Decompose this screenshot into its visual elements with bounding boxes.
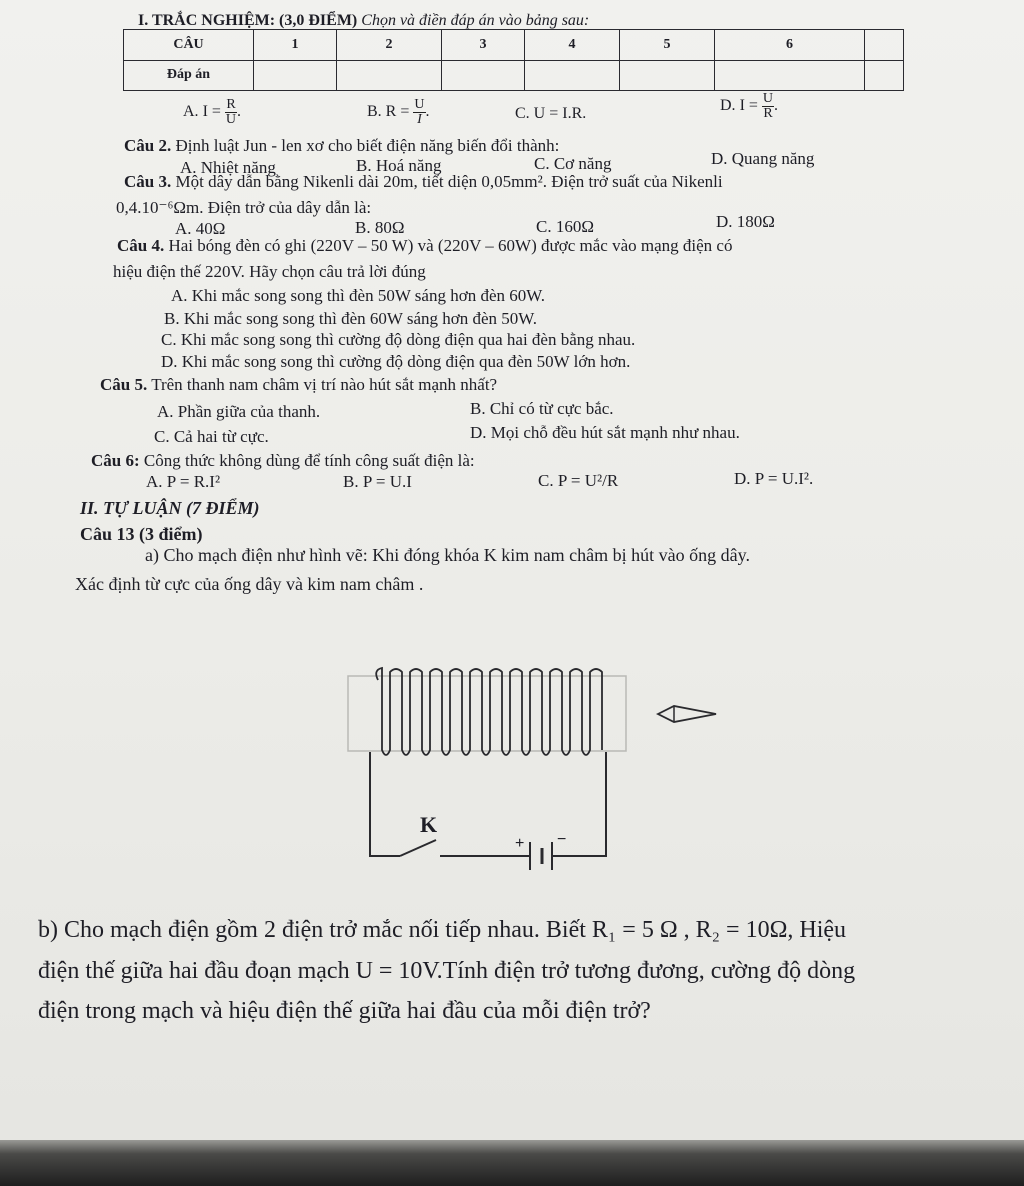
answer-table-col-6: 6 (715, 30, 865, 61)
answer-cell-5[interactable] (620, 60, 715, 91)
q4-option-d: D. Khi mắc song song thì cường độ dòng điện qua đèn 50W lớn hơn. (161, 352, 631, 371)
q2-option-d: D. Quang năng (711, 149, 815, 168)
answer-table-answer-label: Đáp án (124, 60, 254, 91)
battery-plus-sign: + (515, 835, 525, 852)
q5-text: Trên thanh nam châm vị trí nào hút sắt mạnh nhất? (151, 375, 498, 394)
q4-option-c: C. Khi mắc song song thì cường độ dòng điện qua hai đèn bằng nhau. (161, 330, 636, 349)
part1-heading-bold: I. TRẮC NGHIỆM: (3,0 ĐIỂM) (138, 12, 358, 29)
answer-table (123, 29, 904, 91)
part1-heading (138, 12, 589, 30)
q3-stem-line2: 0,4.10⁻⁶Ωm. Điện trở của dây dẫn là: (116, 198, 372, 217)
q1-option-a: A. I = $\frac{R}{U}$ . (183, 97, 242, 127)
q2-stem (124, 136, 559, 156)
answer-cell-4[interactable] (525, 60, 620, 91)
q13-a-line2: Xác định từ cực của ống dây và kim nam châm . (75, 574, 424, 594)
q3-option-a: A. 40Ω (175, 219, 226, 238)
q13-b-line3: điện trong mạch và hiệu điện thế giữa hai đầu của mỗi điện trở? (38, 998, 651, 1024)
q6-option-b: B. P = U.I (343, 472, 412, 491)
q4-option-a: A. Khi mắc song song thì đèn 50W sáng hơn đèn 60W. (171, 286, 545, 305)
circuit-wire-left (370, 752, 400, 856)
q13-b-line1: b) Cho mạch điện gồm 2 điện trở mắc nối tiếp nhau. Biết R₁ = 5 Ω , R₂ = 10Ω, Hiệu (38, 917, 847, 943)
q2-text: Định luật Jun - len xơ cho biết điện năng biến đổi thành: (175, 136, 560, 155)
compass-needle-icon (658, 706, 716, 722)
solenoid-coil (376, 668, 602, 755)
q4-option-b: B. Khi mắc song song thì đèn 60W sáng hơn đèn 50W. (164, 309, 538, 328)
q3-stem-line1 (124, 172, 723, 192)
q3-text-line1: Một dây dẫn bằng Nikenli dài 20m, tiết diện 0,05mm². Điện trở suất của Nikenli (175, 172, 723, 191)
battery-minus-sign: − (557, 831, 567, 848)
q5-option-a: A. Phần giữa của thanh. (157, 402, 321, 421)
q6-stem (91, 451, 475, 471)
answer-table-header: CÂU (124, 30, 254, 61)
answer-table-col-2: 2 (337, 30, 442, 61)
q4-text-line1: Hai bóng đèn có ghi (220V – 50 W) và (220V – 60W) được mắc vào mạng điện có (168, 236, 733, 255)
part1-heading-instruction: Chọn và điền đáp án vào bảng sau: (361, 12, 590, 29)
switch-label: K (420, 812, 438, 837)
q2-option-a: A. Nhiệt năng (180, 158, 276, 177)
answer-table-col-4: 4 (525, 30, 620, 61)
q6-option-c: C. P = U²/R (538, 471, 619, 490)
q2-label: Câu 2. (124, 136, 172, 155)
q3-option-b: B. 80Ω (355, 218, 405, 237)
q2-option-b: B. Hoá năng (356, 156, 442, 175)
switch-k[interactable] (400, 840, 436, 856)
fraction-u-over-r: $\frac{U}{R}$ (762, 91, 774, 121)
q5-label: Câu 5. (100, 375, 148, 394)
q13-title: Câu 13 (3 điểm) (80, 524, 203, 544)
table-surface-shadow (0, 1140, 1024, 1186)
q13-a-line1: a) Cho mạch điện như hình vẽ: Khi đóng khóa K kim nam châm bị hút vào ống dây. (145, 545, 750, 565)
answer-table-empty-cell (865, 30, 904, 61)
q13-b-line2: điện thế giữa hai đầu đoạn mạch U = 10V.Tính điện trở tương đương, cường độ dòng (38, 958, 856, 984)
q2-option-c: C. Cơ năng (534, 154, 612, 173)
q5-option-d: D. Mọi chỗ đều hút sắt mạnh như nhau. (470, 423, 740, 442)
q4-label: Câu 4. (117, 236, 165, 255)
q1-option-b: B. R = $\frac{U}{I}$ . (367, 97, 430, 127)
q5-option-c: C. Cả hai từ cực. (154, 427, 269, 446)
answer-cell-extra[interactable] (865, 60, 904, 91)
answer-cell-3[interactable] (442, 60, 525, 91)
q3-option-c: C. 160Ω (536, 217, 594, 236)
q3-option-d: D. 180Ω (716, 212, 775, 231)
q5-option-b: B. Chỉ có từ cực bắc. (470, 399, 614, 418)
answer-cell-1[interactable] (254, 60, 337, 91)
q6-option-d: D. P = U.I². (734, 469, 814, 488)
q1-option-c: C. U = I.R. (515, 105, 587, 122)
part2-heading: II. TỰ LUẬN (7 ĐIỂM) (80, 498, 260, 518)
answer-table-row-answers (124, 60, 904, 91)
fraction-r-over-u: $\frac{R}{U}$ (225, 97, 237, 127)
answer-table-col-3: 3 (442, 30, 525, 61)
q3-label: Câu 3. (124, 172, 172, 191)
q6-label: Câu 6: (91, 451, 140, 470)
q6-option-a: A. P = R.I² (146, 472, 221, 491)
fraction-u-over-i: $\frac{U}{I}$ (414, 97, 425, 127)
answer-table-col-5: 5 (620, 30, 715, 61)
answer-table-col-1: 1 (254, 30, 337, 61)
circuit-diagram (340, 650, 740, 880)
q1-option-d: D. I = $\frac{U}{R}$ . (720, 91, 779, 121)
q6-text: Công thức không dùng để tính công suất điện là: (143, 451, 475, 470)
answer-table-row-question (124, 30, 904, 61)
answer-cell-2[interactable] (337, 60, 442, 91)
q4-stem-line2: hiệu điện thế 220V. Hãy chọn câu trả lời đúng (113, 262, 426, 281)
q4-stem-line1 (117, 236, 732, 256)
answer-cell-6[interactable] (715, 60, 865, 91)
q5-stem (100, 375, 497, 395)
